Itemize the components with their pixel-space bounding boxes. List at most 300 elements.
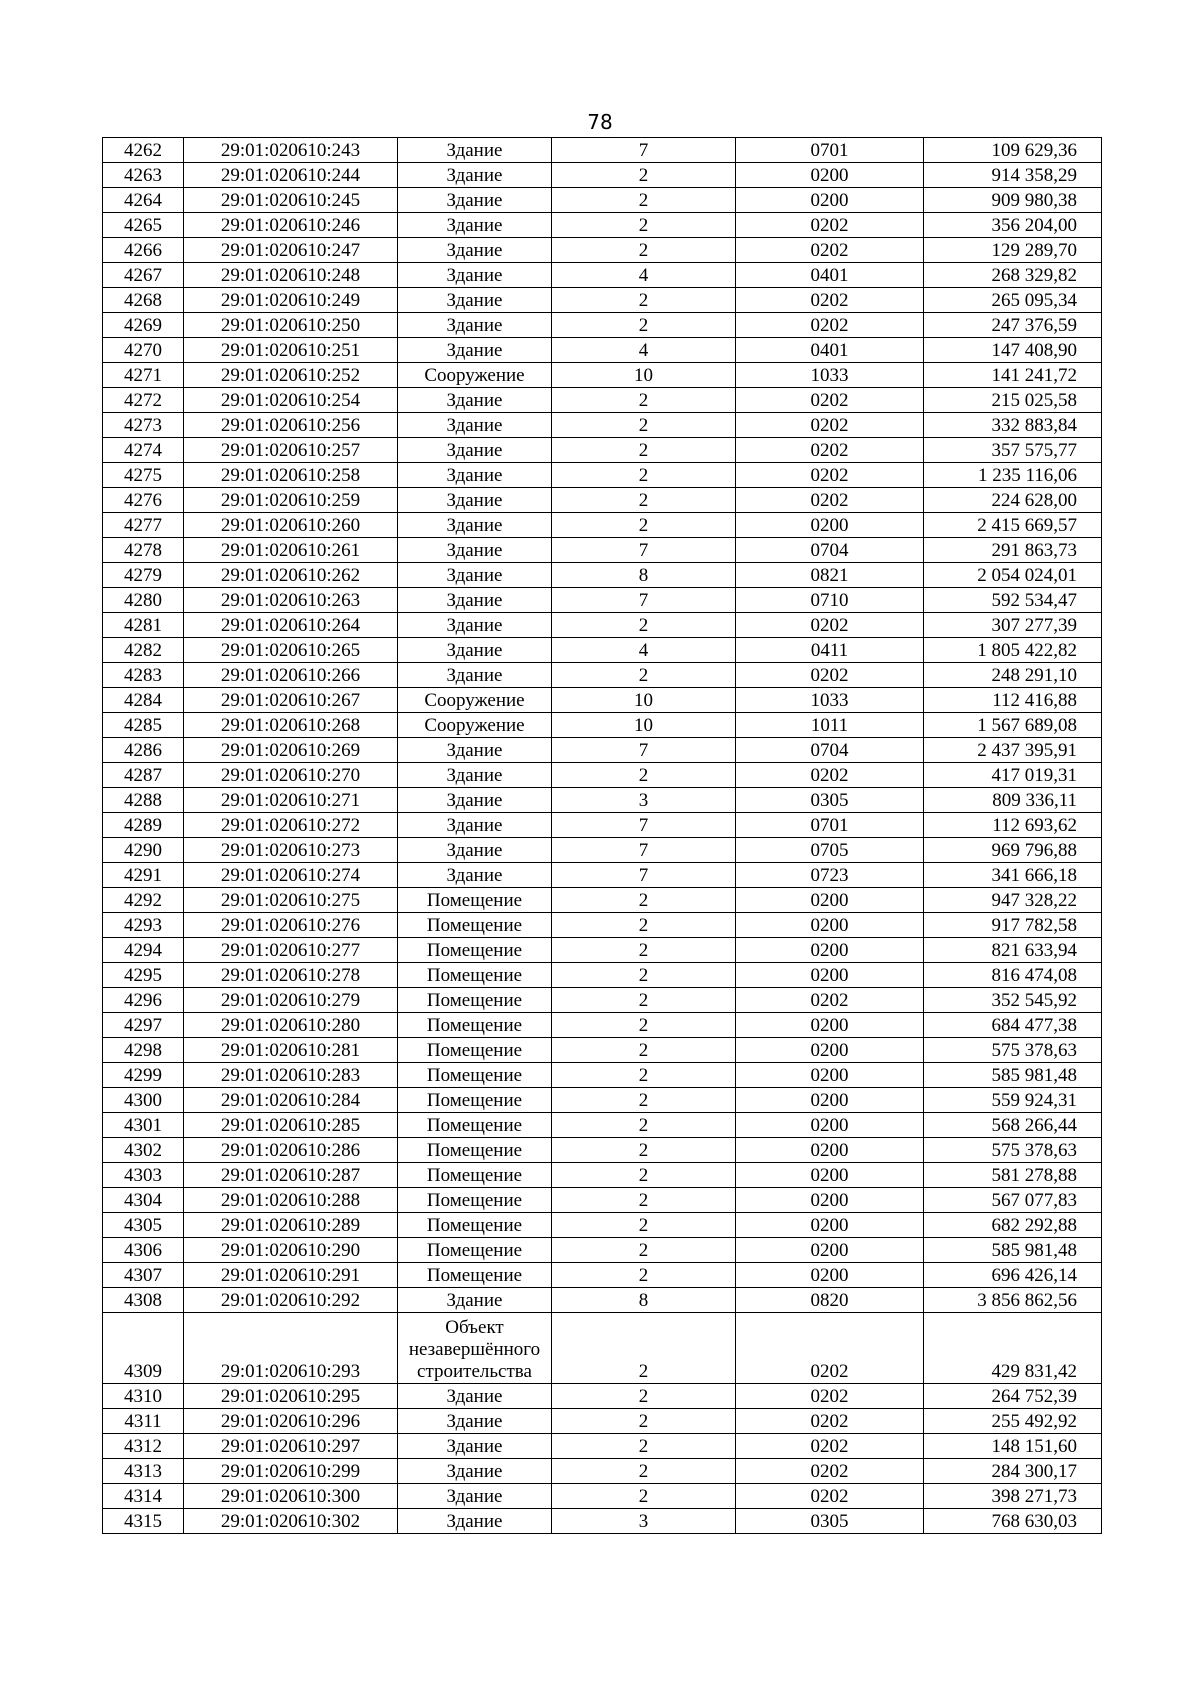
cadastral-number-cell: 29:01:020610:264 bbox=[184, 613, 398, 638]
row-number-cell: 4282 bbox=[103, 638, 184, 663]
cadastral-value-cell: 268 329,82 bbox=[924, 263, 1102, 288]
code-cell: 0704 bbox=[736, 738, 924, 763]
code-cell: 0200 bbox=[736, 1013, 924, 1038]
object-type-cell: Здание bbox=[398, 1459, 552, 1484]
object-type-cell: Здание bbox=[398, 463, 552, 488]
code-cell: 0202 bbox=[736, 413, 924, 438]
table-row bbox=[103, 1238, 1102, 1263]
object-type-cell: Объект незавершённого строительства bbox=[398, 1313, 552, 1384]
cadastral-value-cell: 141 241,72 bbox=[924, 363, 1102, 388]
object-type-cell: Помещение bbox=[398, 1213, 552, 1238]
table-row bbox=[103, 188, 1102, 213]
group-number-cell: 2 bbox=[552, 1138, 736, 1163]
row-number-cell: 4303 bbox=[103, 1163, 184, 1188]
cadastral-number-cell: 29:01:020610:293 bbox=[184, 1313, 398, 1384]
code-cell: 0202 bbox=[736, 613, 924, 638]
row-number-cell: 4275 bbox=[103, 463, 184, 488]
group-number-cell: 2 bbox=[552, 288, 736, 313]
group-number-cell: 2 bbox=[552, 1088, 736, 1113]
group-number-cell: 2 bbox=[552, 1063, 736, 1088]
code-cell: 0701 bbox=[736, 138, 924, 163]
cadastral-number-cell: 29:01:020610:278 bbox=[184, 963, 398, 988]
object-type-cell: Сооружение bbox=[398, 713, 552, 738]
group-number-cell: 2 bbox=[552, 1188, 736, 1213]
table-row bbox=[103, 913, 1102, 938]
cadastral-number-cell: 29:01:020610:302 bbox=[184, 1509, 398, 1534]
object-type-cell: Здание bbox=[398, 863, 552, 888]
cadastral-value-cell: 129 289,70 bbox=[924, 238, 1102, 263]
code-cell: 0200 bbox=[736, 1163, 924, 1188]
cadastral-value-cell: 1 235 116,06 bbox=[924, 463, 1102, 488]
row-number-cell: 4302 bbox=[103, 1138, 184, 1163]
cadastral-number-cell: 29:01:020610:280 bbox=[184, 1013, 398, 1038]
row-number-cell: 4306 bbox=[103, 1238, 184, 1263]
cadastral-number-cell: 29:01:020610:281 bbox=[184, 1038, 398, 1063]
row-number-cell: 4299 bbox=[103, 1063, 184, 1088]
group-number-cell: 2 bbox=[552, 188, 736, 213]
cadastral-number-cell: 29:01:020610:299 bbox=[184, 1459, 398, 1484]
cadastral-number-cell: 29:01:020610:267 bbox=[184, 688, 398, 713]
cadastral-number-cell: 29:01:020610:290 bbox=[184, 1238, 398, 1263]
code-cell: 0820 bbox=[736, 1288, 924, 1313]
row-number-cell: 4263 bbox=[103, 163, 184, 188]
object-type-cell: Здание bbox=[398, 1434, 552, 1459]
cadastral-value-cell: 248 291,10 bbox=[924, 663, 1102, 688]
object-type-cell: Здание bbox=[398, 238, 552, 263]
table-row bbox=[103, 363, 1102, 388]
group-number-cell: 2 bbox=[552, 513, 736, 538]
cadastral-number-cell: 29:01:020610:247 bbox=[184, 238, 398, 263]
code-cell: 1011 bbox=[736, 713, 924, 738]
row-number-cell: 4279 bbox=[103, 563, 184, 588]
table-row bbox=[103, 1088, 1102, 1113]
table-row bbox=[103, 1459, 1102, 1484]
object-type-cell: Помещение bbox=[398, 1013, 552, 1038]
object-type-cell: Помещение bbox=[398, 1188, 552, 1213]
row-number-cell: 4300 bbox=[103, 1088, 184, 1113]
row-number-cell: 4280 bbox=[103, 588, 184, 613]
object-type-cell: Здание bbox=[398, 538, 552, 563]
object-type-cell: Здание bbox=[398, 1484, 552, 1509]
table-row bbox=[103, 1313, 1102, 1384]
cadastral-number-cell: 29:01:020610:270 bbox=[184, 763, 398, 788]
group-number-cell: 2 bbox=[552, 163, 736, 188]
row-number-cell: 4269 bbox=[103, 313, 184, 338]
group-number-cell: 2 bbox=[552, 1409, 736, 1434]
row-number-cell: 4291 bbox=[103, 863, 184, 888]
row-number-cell: 4290 bbox=[103, 838, 184, 863]
code-cell: 0200 bbox=[736, 1088, 924, 1113]
row-number-cell: 4308 bbox=[103, 1288, 184, 1313]
table-row bbox=[103, 563, 1102, 588]
cadastral-value-cell: 575 378,63 bbox=[924, 1038, 1102, 1063]
group-number-cell: 2 bbox=[552, 388, 736, 413]
group-number-cell: 7 bbox=[552, 138, 736, 163]
cadastral-value-cell: 265 095,34 bbox=[924, 288, 1102, 313]
row-number-cell: 4276 bbox=[103, 488, 184, 513]
group-number-cell: 7 bbox=[552, 588, 736, 613]
cadastral-number-cell: 29:01:020610:265 bbox=[184, 638, 398, 663]
object-type-cell: Здание bbox=[398, 513, 552, 538]
table-row bbox=[103, 738, 1102, 763]
cadastral-number-cell: 29:01:020610:295 bbox=[184, 1384, 398, 1409]
cadastral-number-cell: 29:01:020610:296 bbox=[184, 1409, 398, 1434]
cadastral-number-cell: 29:01:020610:272 bbox=[184, 813, 398, 838]
code-cell: 0200 bbox=[736, 963, 924, 988]
code-cell: 0723 bbox=[736, 863, 924, 888]
code-cell: 0202 bbox=[736, 763, 924, 788]
code-cell: 0401 bbox=[736, 338, 924, 363]
row-number-cell: 4311 bbox=[103, 1409, 184, 1434]
group-number-cell: 2 bbox=[552, 1038, 736, 1063]
object-type-cell: Здание bbox=[398, 213, 552, 238]
cadastral-value-cell: 917 782,58 bbox=[924, 913, 1102, 938]
code-cell: 0200 bbox=[736, 938, 924, 963]
table-row bbox=[103, 463, 1102, 488]
cadastral-number-cell: 29:01:020610:252 bbox=[184, 363, 398, 388]
object-type-cell: Помещение bbox=[398, 963, 552, 988]
group-number-cell: 10 bbox=[552, 713, 736, 738]
cadastral-number-cell: 29:01:020610:300 bbox=[184, 1484, 398, 1509]
table-row bbox=[103, 1138, 1102, 1163]
row-number-cell: 4315 bbox=[103, 1509, 184, 1534]
object-type-cell: Здание bbox=[398, 563, 552, 588]
object-type-cell: Помещение bbox=[398, 938, 552, 963]
cadastral-number-cell: 29:01:020610:291 bbox=[184, 1263, 398, 1288]
object-type-cell: Здание bbox=[398, 1288, 552, 1313]
cadastral-value-cell: 341 666,18 bbox=[924, 863, 1102, 888]
code-cell: 0202 bbox=[736, 463, 924, 488]
row-number-cell: 4289 bbox=[103, 813, 184, 838]
group-number-cell: 7 bbox=[552, 538, 736, 563]
row-number-cell: 4268 bbox=[103, 288, 184, 313]
group-number-cell: 8 bbox=[552, 563, 736, 588]
group-number-cell: 10 bbox=[552, 688, 736, 713]
cadastral-number-cell: 29:01:020610:262 bbox=[184, 563, 398, 588]
code-cell: 0704 bbox=[736, 538, 924, 563]
cadastral-number-cell: 29:01:020610:297 bbox=[184, 1434, 398, 1459]
group-number-cell: 2 bbox=[552, 763, 736, 788]
cadastral-value-cell: 914 358,29 bbox=[924, 163, 1102, 188]
code-cell: 0821 bbox=[736, 563, 924, 588]
code-cell: 0200 bbox=[736, 1188, 924, 1213]
group-number-cell: 2 bbox=[552, 1113, 736, 1138]
object-type-cell: Здание bbox=[398, 813, 552, 838]
row-number-cell: 4267 bbox=[103, 263, 184, 288]
object-type-cell: Здание bbox=[398, 1409, 552, 1434]
group-number-cell: 4 bbox=[552, 263, 736, 288]
cadastral-value-cell: 352 545,92 bbox=[924, 988, 1102, 1013]
cadastral-number-cell: 29:01:020610:257 bbox=[184, 438, 398, 463]
group-number-cell: 2 bbox=[552, 438, 736, 463]
object-type-cell: Здание bbox=[398, 488, 552, 513]
object-type-cell: Помещение bbox=[398, 913, 552, 938]
code-cell: 0710 bbox=[736, 588, 924, 613]
table-row bbox=[103, 763, 1102, 788]
cadastral-number-cell: 29:01:020610:271 bbox=[184, 788, 398, 813]
object-type-cell: Здание bbox=[398, 613, 552, 638]
code-cell: 0411 bbox=[736, 638, 924, 663]
table-row bbox=[103, 1434, 1102, 1459]
object-type-cell: Сооружение bbox=[398, 688, 552, 713]
group-number-cell: 2 bbox=[552, 1434, 736, 1459]
group-number-cell: 2 bbox=[552, 488, 736, 513]
cadastral-value-cell: 307 277,39 bbox=[924, 613, 1102, 638]
cadastral-value-cell: 909 980,38 bbox=[924, 188, 1102, 213]
code-cell: 0202 bbox=[736, 288, 924, 313]
code-cell: 0200 bbox=[736, 913, 924, 938]
cadastral-value-cell: 417 019,31 bbox=[924, 763, 1102, 788]
object-type-cell: Здание bbox=[398, 1384, 552, 1409]
table-row bbox=[103, 813, 1102, 838]
group-number-cell: 2 bbox=[552, 1238, 736, 1263]
cadastral-value-cell: 559 924,31 bbox=[924, 1088, 1102, 1113]
cadastral-value-cell: 357 575,77 bbox=[924, 438, 1102, 463]
cadastral-value-cell: 215 025,58 bbox=[924, 388, 1102, 413]
row-number-cell: 4310 bbox=[103, 1384, 184, 1409]
code-cell: 0202 bbox=[736, 238, 924, 263]
object-type-cell: Помещение bbox=[398, 1163, 552, 1188]
table-row bbox=[103, 863, 1102, 888]
table-row bbox=[103, 513, 1102, 538]
code-cell: 0200 bbox=[736, 1238, 924, 1263]
cadastral-value-cell: 821 633,94 bbox=[924, 938, 1102, 963]
code-cell: 0200 bbox=[736, 888, 924, 913]
object-type-cell: Помещение bbox=[398, 1238, 552, 1263]
group-number-cell: 2 bbox=[552, 1213, 736, 1238]
code-cell: 0200 bbox=[736, 1063, 924, 1088]
cadastral-number-cell: 29:01:020610:289 bbox=[184, 1213, 398, 1238]
row-number-cell: 4301 bbox=[103, 1113, 184, 1138]
row-number-cell: 4281 bbox=[103, 613, 184, 638]
cadastral-value-cell: 1 567 689,08 bbox=[924, 713, 1102, 738]
object-type-cell: Здание bbox=[398, 788, 552, 813]
table-row bbox=[103, 338, 1102, 363]
table-row bbox=[103, 388, 1102, 413]
cadastral-number-cell: 29:01:020610:276 bbox=[184, 913, 398, 938]
table-row bbox=[103, 688, 1102, 713]
table-row bbox=[103, 1484, 1102, 1509]
cadastral-value-cell: 809 336,11 bbox=[924, 788, 1102, 813]
code-cell: 0202 bbox=[736, 663, 924, 688]
cadastral-number-cell: 29:01:020610:274 bbox=[184, 863, 398, 888]
cadastral-number-cell: 29:01:020610:261 bbox=[184, 538, 398, 563]
object-type-cell: Помещение bbox=[398, 1138, 552, 1163]
row-number-cell: 4297 bbox=[103, 1013, 184, 1038]
row-number-cell: 4283 bbox=[103, 663, 184, 688]
object-type-cell: Здание bbox=[398, 838, 552, 863]
cadastral-number-cell: 29:01:020610:286 bbox=[184, 1138, 398, 1163]
code-cell: 0202 bbox=[736, 1484, 924, 1509]
group-number-cell: 2 bbox=[552, 1163, 736, 1188]
cadastral-number-cell: 29:01:020610:260 bbox=[184, 513, 398, 538]
object-type-cell: Здание bbox=[398, 1509, 552, 1534]
code-cell: 0200 bbox=[736, 163, 924, 188]
row-number-cell: 4309 bbox=[103, 1313, 184, 1384]
table-row bbox=[103, 288, 1102, 313]
group-number-cell: 2 bbox=[552, 238, 736, 263]
code-cell: 0202 bbox=[736, 1459, 924, 1484]
cadastral-number-cell: 29:01:020610:259 bbox=[184, 488, 398, 513]
group-number-cell: 3 bbox=[552, 788, 736, 813]
group-number-cell: 2 bbox=[552, 988, 736, 1013]
table-row bbox=[103, 663, 1102, 688]
table-row bbox=[103, 938, 1102, 963]
row-number-cell: 4277 bbox=[103, 513, 184, 538]
object-type-cell: Здание bbox=[398, 338, 552, 363]
cadastral-value-cell: 585 981,48 bbox=[924, 1063, 1102, 1088]
cadastral-number-cell: 29:01:020610:256 bbox=[184, 413, 398, 438]
table-row bbox=[103, 213, 1102, 238]
table-row bbox=[103, 238, 1102, 263]
group-number-cell: 2 bbox=[552, 1313, 736, 1384]
table-row bbox=[103, 713, 1102, 738]
cadastral-number-cell: 29:01:020610:287 bbox=[184, 1163, 398, 1188]
code-cell: 0202 bbox=[736, 988, 924, 1013]
table-row bbox=[103, 438, 1102, 463]
row-number-cell: 4298 bbox=[103, 1038, 184, 1063]
cadastral-value-cell: 585 981,48 bbox=[924, 1238, 1102, 1263]
row-number-cell: 4265 bbox=[103, 213, 184, 238]
group-number-cell: 2 bbox=[552, 1384, 736, 1409]
cadastral-number-cell: 29:01:020610:268 bbox=[184, 713, 398, 738]
code-cell: 0200 bbox=[736, 1213, 924, 1238]
object-type-cell: Здание bbox=[398, 588, 552, 613]
table-row bbox=[103, 1013, 1102, 1038]
object-type-cell: Здание bbox=[398, 288, 552, 313]
row-number-cell: 4266 bbox=[103, 238, 184, 263]
cadastral-value-cell: 2 415 669,57 bbox=[924, 513, 1102, 538]
row-number-cell: 4271 bbox=[103, 363, 184, 388]
cadastral-value-cell: 247 376,59 bbox=[924, 313, 1102, 338]
cadastral-number-cell: 29:01:020610:245 bbox=[184, 188, 398, 213]
code-cell: 0202 bbox=[736, 388, 924, 413]
table-row bbox=[103, 313, 1102, 338]
table-row bbox=[103, 1384, 1102, 1409]
table-row bbox=[103, 413, 1102, 438]
row-number-cell: 4284 bbox=[103, 688, 184, 713]
code-cell: 0705 bbox=[736, 838, 924, 863]
group-number-cell: 4 bbox=[552, 338, 736, 363]
row-number-cell: 4270 bbox=[103, 338, 184, 363]
cadastral-number-cell: 29:01:020610:244 bbox=[184, 163, 398, 188]
cadastral-number-cell: 29:01:020610:275 bbox=[184, 888, 398, 913]
cadastral-value-cell: 147 408,90 bbox=[924, 338, 1102, 363]
table-row bbox=[103, 638, 1102, 663]
cadastral-number-cell: 29:01:020610:292 bbox=[184, 1288, 398, 1313]
row-number-cell: 4272 bbox=[103, 388, 184, 413]
table-row bbox=[103, 538, 1102, 563]
code-cell: 1033 bbox=[736, 688, 924, 713]
object-type-cell: Здание bbox=[398, 763, 552, 788]
group-number-cell: 8 bbox=[552, 1288, 736, 1313]
cadastral-value-cell: 568 266,44 bbox=[924, 1113, 1102, 1138]
code-cell: 0305 bbox=[736, 788, 924, 813]
code-cell: 0202 bbox=[736, 1409, 924, 1434]
row-number-cell: 4278 bbox=[103, 538, 184, 563]
code-cell: 0202 bbox=[736, 1313, 924, 1384]
cadastral-number-cell: 29:01:020610:284 bbox=[184, 1088, 398, 1113]
cadastral-number-cell: 29:01:020610:258 bbox=[184, 463, 398, 488]
group-number-cell: 2 bbox=[552, 938, 736, 963]
object-type-cell: Сооружение bbox=[398, 363, 552, 388]
object-type-cell: Здание bbox=[398, 663, 552, 688]
group-number-cell: 2 bbox=[552, 963, 736, 988]
table-row bbox=[103, 1038, 1102, 1063]
cadastral-number-cell: 29:01:020610:273 bbox=[184, 838, 398, 863]
object-type-cell: Здание bbox=[398, 163, 552, 188]
code-cell: 0200 bbox=[736, 1038, 924, 1063]
row-number-cell: 4292 bbox=[103, 888, 184, 913]
cadastral-number-cell: 29:01:020610:283 bbox=[184, 1063, 398, 1088]
cadastral-value-cell: 567 077,83 bbox=[924, 1188, 1102, 1213]
object-type-cell: Здание bbox=[398, 313, 552, 338]
cadastral-number-cell: 29:01:020610:254 bbox=[184, 388, 398, 413]
group-number-cell: 2 bbox=[552, 1484, 736, 1509]
cadastral-value-cell: 969 796,88 bbox=[924, 838, 1102, 863]
cadastral-number-cell: 29:01:020610:248 bbox=[184, 263, 398, 288]
cadastral-value-cell: 148 151,60 bbox=[924, 1434, 1102, 1459]
table-row bbox=[103, 488, 1102, 513]
table-row bbox=[103, 1163, 1102, 1188]
row-number-cell: 4274 bbox=[103, 438, 184, 463]
code-cell: 0200 bbox=[736, 1138, 924, 1163]
code-cell: 0200 bbox=[736, 1113, 924, 1138]
row-number-cell: 4294 bbox=[103, 938, 184, 963]
table-row bbox=[103, 988, 1102, 1013]
cadastral-value-cell: 284 300,17 bbox=[924, 1459, 1102, 1484]
group-number-cell: 7 bbox=[552, 863, 736, 888]
cadastral-value-cell: 947 328,22 bbox=[924, 888, 1102, 913]
row-number-cell: 4296 bbox=[103, 988, 184, 1013]
cadastral-number-cell: 29:01:020610:266 bbox=[184, 663, 398, 688]
group-number-cell: 4 bbox=[552, 638, 736, 663]
cadastral-value-cell: 356 204,00 bbox=[924, 213, 1102, 238]
object-type-cell: Здание bbox=[398, 188, 552, 213]
table-row bbox=[103, 263, 1102, 288]
code-cell: 1033 bbox=[736, 363, 924, 388]
cadastral-number-cell: 29:01:020610:269 bbox=[184, 738, 398, 763]
cadastral-value-cell: 112 416,88 bbox=[924, 688, 1102, 713]
cadastral-number-cell: 29:01:020610:243 bbox=[184, 138, 398, 163]
cadastral-value-cell: 429 831,42 bbox=[924, 1313, 1102, 1384]
group-number-cell: 2 bbox=[552, 613, 736, 638]
table-row bbox=[103, 963, 1102, 988]
cadastral-value-cell: 575 378,63 bbox=[924, 1138, 1102, 1163]
table-row bbox=[103, 888, 1102, 913]
cadastral-value-table bbox=[102, 137, 1102, 1534]
code-cell: 0202 bbox=[736, 438, 924, 463]
group-number-cell: 2 bbox=[552, 413, 736, 438]
code-cell: 0202 bbox=[736, 1384, 924, 1409]
cadastral-value-cell: 592 534,47 bbox=[924, 588, 1102, 613]
cadastral-number-cell: 29:01:020610:285 bbox=[184, 1113, 398, 1138]
cadastral-value-cell: 696 426,14 bbox=[924, 1263, 1102, 1288]
row-number-cell: 4273 bbox=[103, 413, 184, 438]
row-number-cell: 4295 bbox=[103, 963, 184, 988]
cadastral-value-cell: 3 856 862,56 bbox=[924, 1288, 1102, 1313]
cadastral-value-cell: 1 805 422,82 bbox=[924, 638, 1102, 663]
cadastral-value-cell: 2 054 024,01 bbox=[924, 563, 1102, 588]
code-cell: 0401 bbox=[736, 263, 924, 288]
row-number-cell: 4305 bbox=[103, 1213, 184, 1238]
code-cell: 0200 bbox=[736, 188, 924, 213]
group-number-cell: 2 bbox=[552, 463, 736, 488]
object-type-cell: Помещение bbox=[398, 1088, 552, 1113]
row-number-cell: 4287 bbox=[103, 763, 184, 788]
row-number-cell: 4264 bbox=[103, 188, 184, 213]
group-number-cell: 2 bbox=[552, 663, 736, 688]
